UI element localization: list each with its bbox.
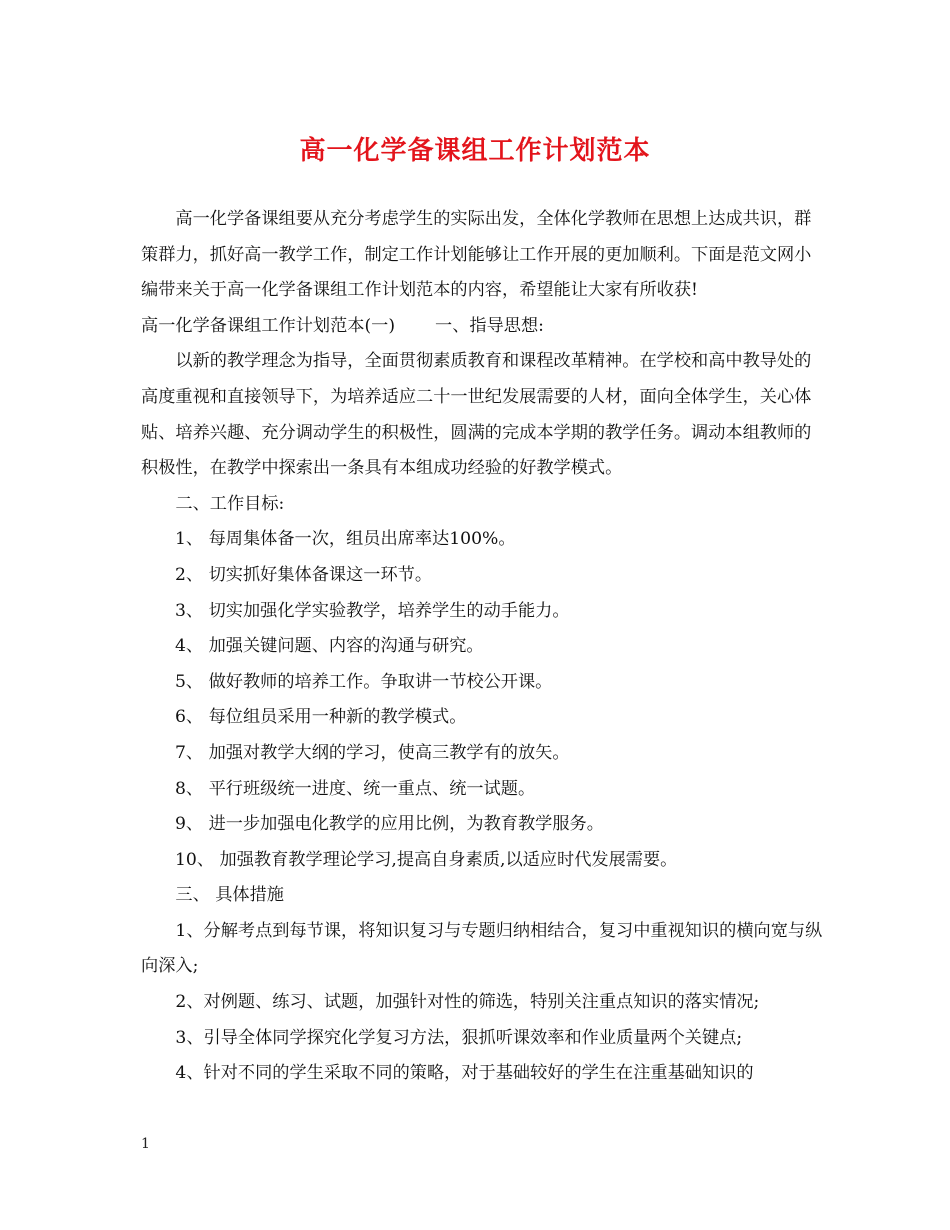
goal-item: 10、 加强教育教学理论学习,提高自身素质,以适应时代发展需要。 <box>175 849 678 870</box>
measure-item: 3、引导全体同学探究化学复习方法，狠抓听课效率和作业质量两个关键点; <box>175 1027 743 1048</box>
goal-item: 4、 加强关键问题、内容的沟通与研究。 <box>175 636 484 657</box>
measure-item: 4、针对不同的学生采取不同的策略，对于基础较好的学生在注重基础知识的 <box>175 1063 754 1084</box>
measure-item: 2、对例题、练习、试题，加强针对性的筛选，特别关注重点知识的落实情况; <box>175 992 760 1013</box>
measure-item: 1、分解考点到每节课，将知识复习与专题归纳相结合，复习中重视知识的横向宽与纵向深入; <box>141 920 823 977</box>
document-body <box>141 202 823 1092</box>
goal-item: 8、 平行班级统一进度、统一重点、统一试题。 <box>175 778 536 799</box>
guiding-paragraph: 以新的教学理念为指导，全面贯彻素质教育和课程改革精神。在学校和高中教导处的高度重视和直接领导下，为培养适应二十一世纪发展需要的人材，面向全体学生，关心体贴、培养兴趣、充分调动学生的积极性，圆满的完成本学期的教学任务。调动本组教师的积极性，在教学中探索出一条具有本组成功经验的好教学模式。 <box>141 351 812 479</box>
section-one-line <box>141 309 823 345</box>
goal-item: 1、 每周集体备一次，组员出席率达100%。 <box>175 529 516 550</box>
section-one-title: 高一化学备课组工作计划范本(一) <box>141 315 396 336</box>
goals-heading: 二、工作目标: <box>175 493 285 514</box>
goal-item: 7、 加强对教学大纲的学习，使高三教学有的放矢。 <box>175 742 570 763</box>
intro-paragraph: 高一化学备课组要从充分考虑学生的实际出发，全体化学教师在思想上达成共识，群策群力，抓好高一教学工作，制定工作计划能够让工作开展的更加顺利。下面是范文网小编带来关于高一化学备课组工作计划范本的内容，希望能让大家有所收获! <box>141 209 812 301</box>
page-number: 1 <box>141 1136 150 1152</box>
goal-item: 3、 切实加强化学实验教学，培养学生的动手能力。 <box>175 600 570 621</box>
guiding-heading: 一、指导思想: <box>435 315 544 336</box>
measures-heading: 三、 具体措施 <box>175 885 284 906</box>
goal-item: 5、 做好教师的培养工作。争取讲一节校公开课。 <box>175 671 553 692</box>
goal-item: 2、 切实抓好集体备课这一环节。 <box>175 564 433 585</box>
goal-item: 6、 每位组员采用一种新的教学模式。 <box>175 707 467 728</box>
document-title: 高一化学备课组工作计划范本 <box>299 136 651 166</box>
goal-item: 9、 进一步加强电化教学的应用比例，为教育教学服务。 <box>175 814 604 835</box>
